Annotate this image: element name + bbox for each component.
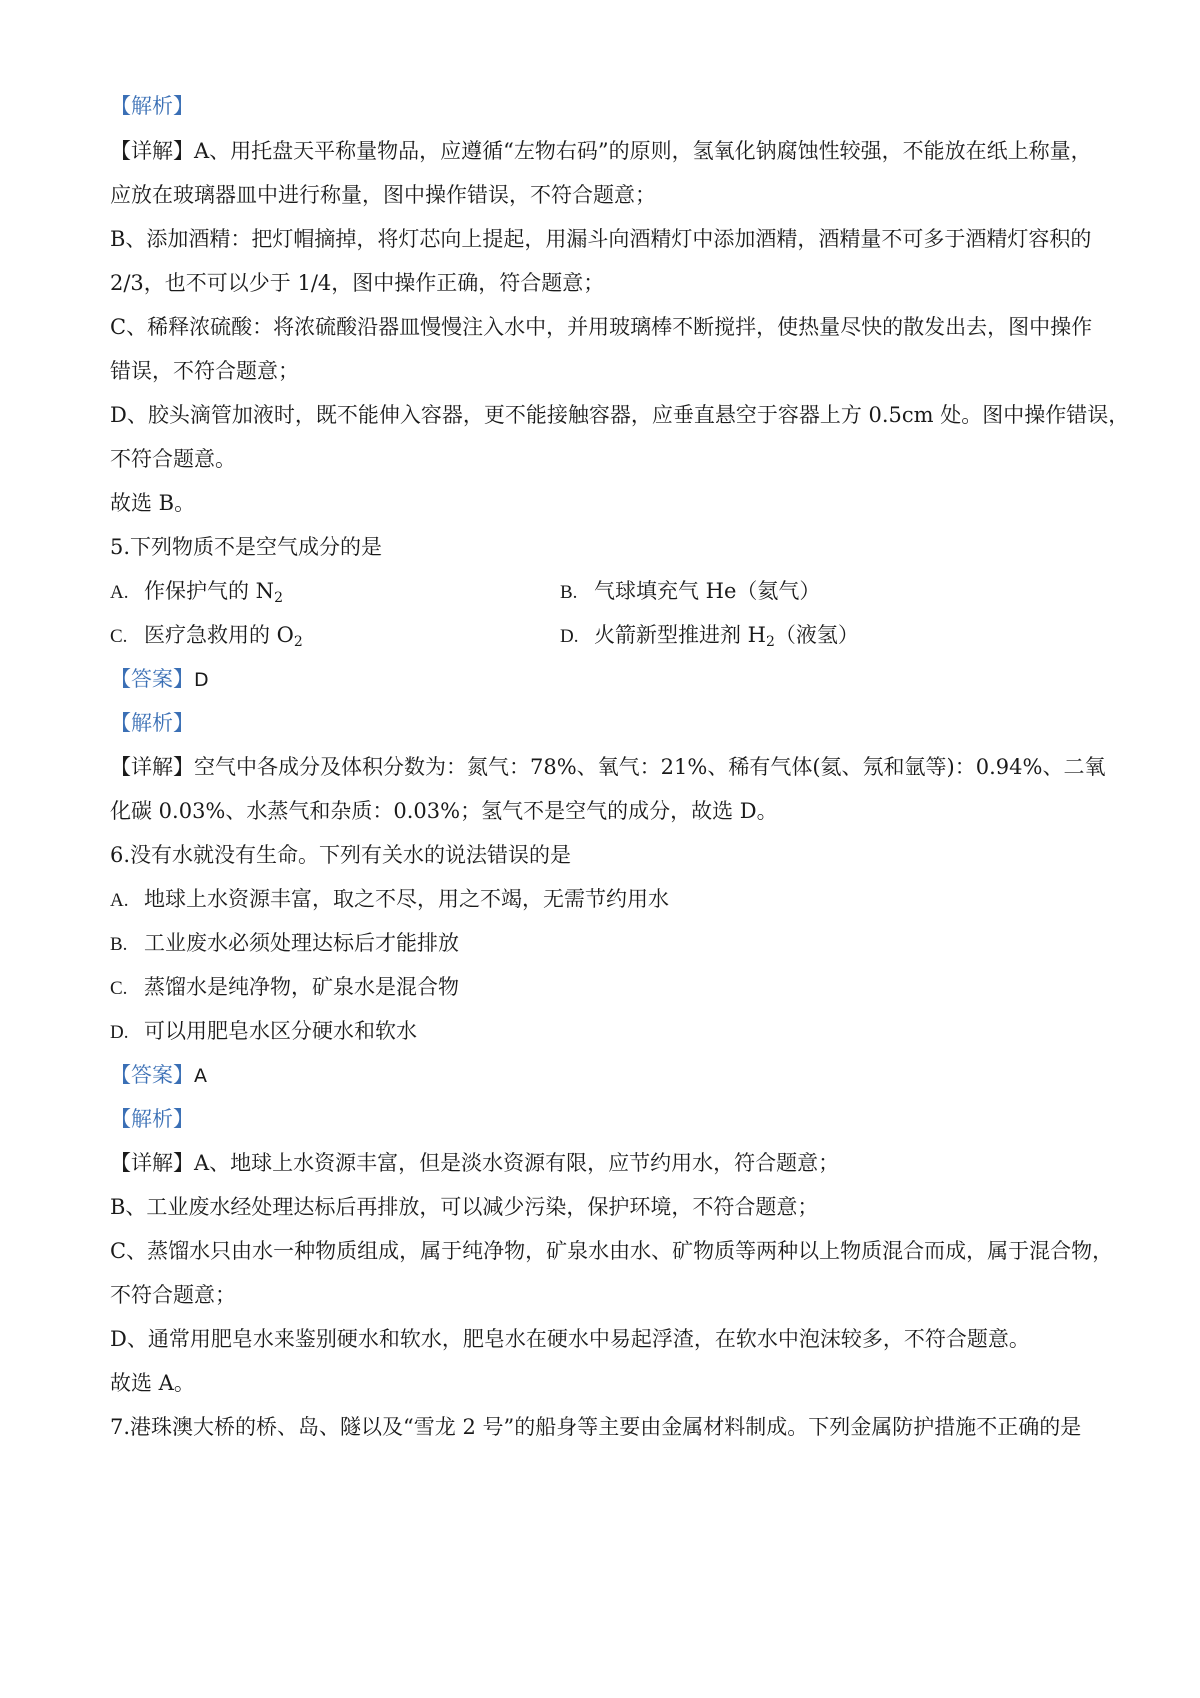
q6-option-d [110,1017,417,1045]
q4-detail-text-1: A、用托盘天平称量物品，应遵循“左物右码”的原则，氢氧化钠腐蚀性较强，不能放在纸上称量， [194,139,1092,163]
q6-conclusion: 故选 A。 [110,1371,195,1395]
q4-detail-line-2: 应放在玻璃器皿中进行称量，图中操作错误，不符合题意； [110,183,656,207]
q5-option-a [110,577,283,605]
q6-detail-line-1 [110,1149,1100,1177]
q6-option-c [110,973,459,1001]
q5-option-a-sub: 2 [274,590,283,606]
q5-option-b-letter: B. [560,582,578,603]
q4-detail-line-5: C、稀释浓硫酸：将浓硫酸沿器皿慢慢注入水中，并用玻璃棒不断搅拌，使热量尽快的散发出去，图中操作 [110,315,1093,339]
q5-option-d-sub: 2 [766,634,775,650]
q6-option-a-text: 地球上水资源丰富，取之不尽，用之不竭，无需节约用水 [144,887,669,911]
q4-detail-line-8: 不符合题意。 [110,447,236,471]
q4-detail-line-1 [110,137,1100,165]
q5-option-c-sub: 2 [293,634,303,650]
q5-detail-line-2: 化碳 0.03%、水蒸气和杂质：0.03%；氢气不是空气的成分，故选 D。 [110,799,778,823]
q6-option-c-text: 蒸馏水是纯净物，矿泉水是混合物 [144,975,459,999]
q6-detail-line-2: B、工业废水经处理达标后再排放，可以减少污染，保护环境，不符合题意； [110,1195,819,1219]
q4-conclusion: 故选 B。 [110,491,196,515]
q5-analysis-tag: 【解析】 [110,711,194,735]
q6-detail-line-4: 不符合题意； [110,1283,236,1307]
q6-detail-text-1: A、地球上水资源丰富，但是淡水资源有限，应节约用水，符合题意； [194,1151,840,1175]
q5-detail-line-1 [110,753,1106,781]
q5-detail-tag: 【详解】 [110,755,194,779]
q5-option-b-text: 气球填充气 He（氦气） [594,579,821,603]
q4-detail-line-6: 错误，不符合题意； [110,359,299,383]
q4-detail-line-3: B、添加酒精：把灯帽摘掉，将灯芯向上提起，用漏斗向酒精灯中添加酒精，酒精量不可多于酒精灯容积的 [110,227,1092,251]
q6-answer-line [110,1061,1100,1089]
q7-stem: 7.港珠澳大桥的桥、岛、隧以及“雪龙 2 号”的船身等主要由金属材料制成。下列金属防护措施不正确的是 [110,1415,1082,1439]
q5-answer-tag: 【答案】 [110,667,194,691]
q5-option-d [560,621,859,649]
q6-detail-line-5: D、通常用肥皂水来鉴别硬水和软水，肥皂水在硬水中易起浮渣，在软水中泡沫较多，不符合题意。 [110,1327,1030,1351]
q6-option-d-letter: D. [110,1022,129,1043]
q4-detail-tag: 【详解】 [110,139,194,163]
q6-detail-tag: 【详解】 [110,1151,194,1175]
q5-option-b [560,577,820,605]
q6-answer: A [194,1065,207,1087]
q5-option-d-text: 火箭新型推进剂 H [594,623,766,647]
q6-analysis-tag: 【解析】 [110,1107,194,1131]
q5-option-c [110,621,303,649]
q5-answer: D [194,669,209,691]
q5-option-d-after: （液氢） [774,623,859,647]
q5-option-c-text: 医疗急救用的 O [144,623,294,647]
q5-option-a-text: 作保护气的 N [144,579,275,603]
q5-answer-line [110,665,1100,693]
q6-option-a-letter: A. [110,890,129,911]
q6-option-d-text: 可以用肥皂水区分硬水和软水 [144,1019,417,1043]
q6-answer-tag: 【答案】 [110,1063,194,1087]
q6-stem: 6.没有水就没有生命。下列有关水的说法错误的是 [110,843,572,867]
q5-option-c-letter: C. [110,626,128,647]
q6-option-a [110,885,669,913]
q5-stem: 5.下列物质不是空气成分的是 [110,535,383,559]
q4-detail-line-7: D、胶头滴管加液时，既不能伸入容器，更不能接触容器，应垂直悬空于容器上方 0.5cm 处。图中操作错误， [110,403,1130,427]
q5-detail-text-1: 空气中各成分及体积分数为：氮气：78%、氧气：21%、稀有气体(氦、氖和氩等)：0.94%、二氧 [194,755,1106,779]
q6-option-b [110,929,459,957]
q6-option-b-text: 工业废水必须处理达标后才能排放 [144,931,459,955]
q6-option-c-letter: C. [110,978,128,999]
q5-option-d-letter: D. [560,626,579,647]
q6-detail-line-3: C、蒸馏水只由水一种物质组成，属于纯净物，矿泉水由水、矿物质等两种以上物质混合而成，属于混合物， [110,1239,1114,1263]
q4-detail-line-4: 2/3，也不可以少于 1/4，图中操作正确，符合题意； [110,271,605,295]
q5-option-a-letter: A. [110,582,129,603]
q6-option-b-letter: B. [110,934,128,955]
q4-analysis-tag: 【解析】 [110,94,194,118]
